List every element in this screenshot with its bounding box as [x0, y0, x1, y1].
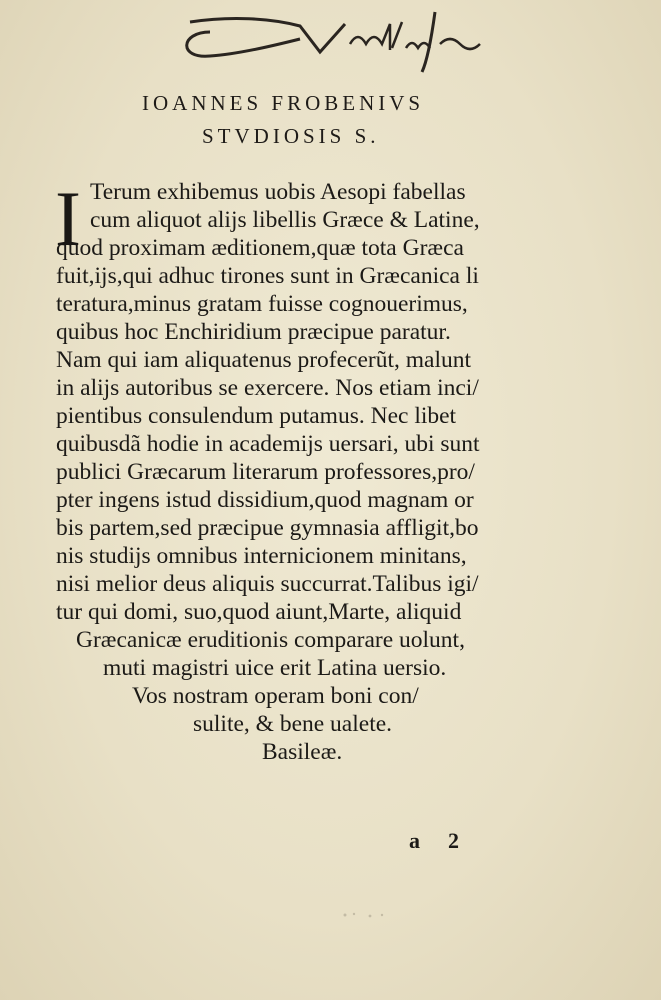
text-line-14: nis studijs omnibus internicionem minitans,	[56, 543, 467, 569]
text-line-4: fuit,ijs,qui adhuc tirones sunt in Græcanica li	[56, 263, 479, 289]
drop-cap: I	[55, 175, 81, 262]
signature-mark-2: 2	[448, 828, 459, 853]
text-line-2: cum aliquot alijs libellis Græce & Latine,	[90, 207, 480, 233]
bleed-through-marks	[340, 908, 390, 922]
text-line-18: muti magistri uice erit Latina uersio.	[103, 655, 447, 681]
text-line-3: quod proximam æditionem,quæ tota Græca	[56, 235, 464, 261]
text-line-10: quibusdã hodie in academijs uersari, ubi sunt	[56, 431, 480, 457]
text-line-5: teratura,minus gratam fuisse cognouerimus,	[56, 291, 468, 317]
text-line-21: Basileæ.	[262, 739, 343, 765]
text-line-12: pter ingens istud dissidium,quod magnam or	[56, 487, 474, 513]
signature-mark-1: a	[409, 828, 420, 853]
text-line-13: bis partem,sed præcipue gymnasia affligit,bo	[56, 515, 479, 541]
handwritten-signature	[170, 4, 490, 74]
text-line-17: Græcanicæ eruditionis comparare uolunt,	[76, 627, 465, 653]
text-line-1: Terum exhibemus uobis Aesopi fabellas	[90, 179, 466, 205]
text-line-15: nisi melior deus aliquis succurrat.Talibus igi/	[56, 571, 479, 597]
text-line-19: Vos nostram operam boni con/	[132, 683, 419, 709]
heading-line-1: IOANNES FROBENIVS	[142, 91, 425, 115]
text-line-9: pientibus consulendum putamus. Nec libet	[56, 403, 457, 429]
text-line-6: quibus hoc Enchiridium præcipue paratur.	[56, 319, 451, 345]
text-line-8: in alijs autoribus se exercere. Nos etiam inci/	[56, 375, 479, 401]
text-line-16: tur qui domi, suo,quod aiunt,Marte, aliquid	[56, 599, 462, 625]
text-line-11: publici Græcarum literarum professores,pro/	[56, 459, 475, 485]
text-line-7: Nam qui iam aliquatenus profecerũt, malunt	[56, 347, 472, 373]
text-line-20: sulite, & bene ualete.	[193, 711, 393, 737]
heading-line-2: STVDIOSIS S.	[202, 124, 380, 148]
